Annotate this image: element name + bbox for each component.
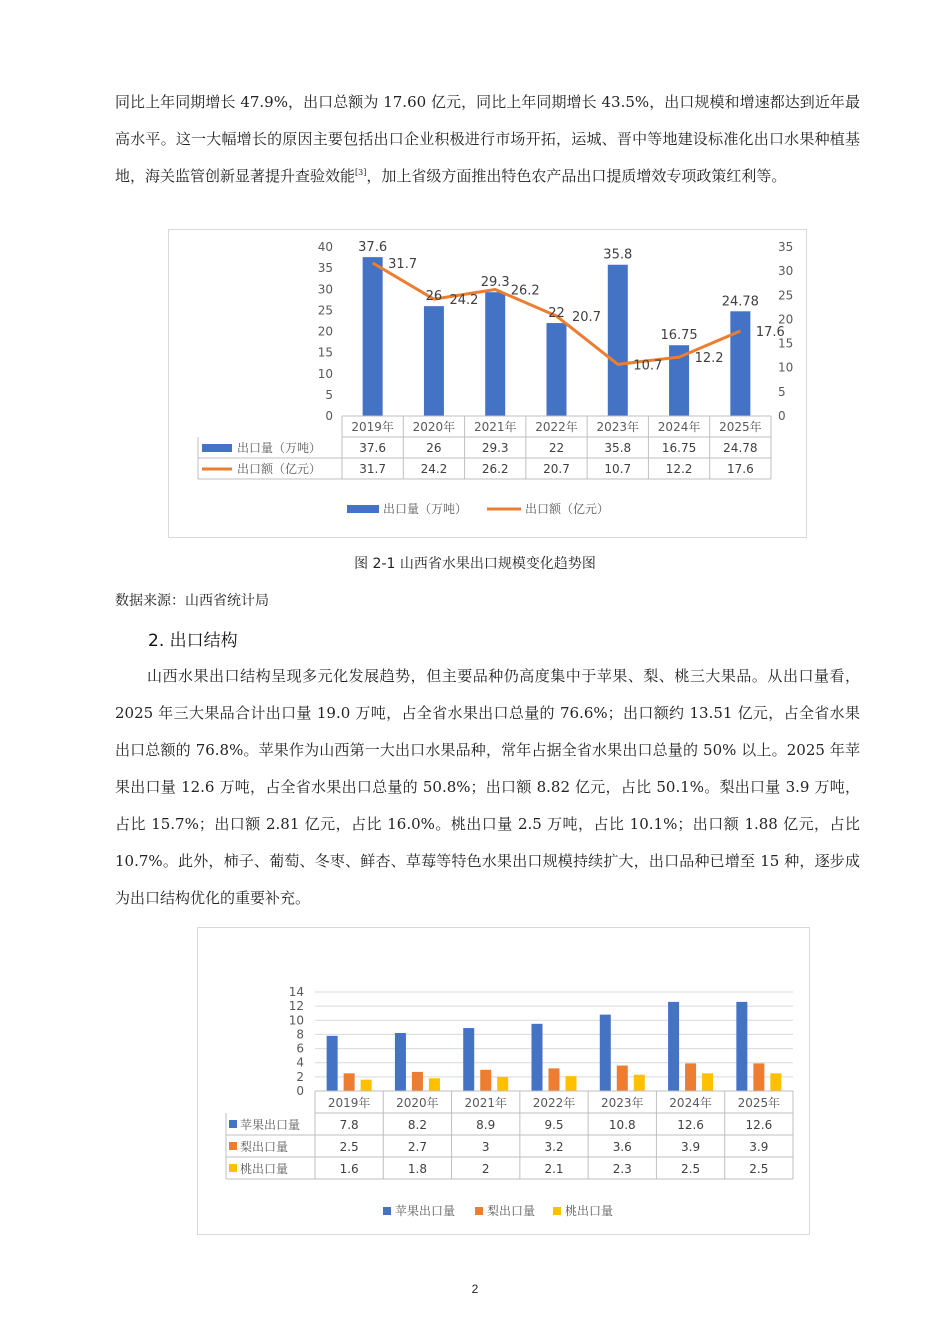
table-cell: 12.2 (665, 462, 693, 476)
right-axis-tick-label: 0 (778, 409, 786, 423)
table-cell: 2.5 (749, 1162, 769, 1176)
table-cell: 12.6 (677, 1118, 704, 1132)
export-volume-bar (485, 292, 505, 416)
table-row-header: 出口量（万吨） (237, 441, 322, 455)
export-scale-chart (168, 229, 807, 538)
y-axis-tick-label: 12 (288, 999, 304, 1014)
table-cell: 2.3 (612, 1162, 632, 1176)
category-label: 2023年 (601, 1096, 644, 1110)
export-volume-data-label: 22 (548, 306, 565, 322)
intro-text-end: ，加上省级方面推出特色农产品出口提质增效专项政策红利等。 (366, 167, 787, 185)
table-cell: 26.2 (481, 462, 509, 476)
legend-key (553, 1207, 561, 1215)
table-cell: 3 (481, 1140, 490, 1154)
category-label: 2020年 (412, 420, 456, 434)
series-bar-1 (617, 1066, 628, 1091)
category-label: 2025年 (719, 420, 762, 434)
series-bar-1 (685, 1063, 696, 1091)
left-axis-tick-label: 5 (325, 387, 333, 402)
series-bar-2 (497, 1077, 508, 1091)
left-axis-tick-label: 10 (317, 366, 333, 381)
table-cell: 26 (426, 441, 442, 455)
table-legend-key (229, 1142, 237, 1150)
export-volume-bar (730, 311, 750, 416)
category-label: 2019年 (327, 1096, 371, 1110)
series-bar-1 (344, 1073, 355, 1091)
table-cell: 10.8 (608, 1118, 636, 1132)
legend-key-volume (347, 505, 379, 513)
series-bar-2 (770, 1073, 781, 1091)
table-cell: 31.7 (359, 462, 387, 476)
table-cell: 24.78 (723, 441, 758, 455)
structure-paragraph: 山西水果出口结构呈现多元化发展趋势，但主要品种仍高度集中于苹果、梨、桃三大果品。从出口量看，2025 年三大果品合计出口量 19.0 万吨，占全省水果出口总量的 76.6%；出口额约 13.51 亿元，占全省水果出口总额的 76.8%。苹果作为山西第一大出口水果品种，常年占据全省水果出口总量的 50% 以上。2025 年苹果出口量 12.6 万吨，占全省水果出口总量的 50.8%；出口额 8.82 亿元，占比 50.1%。梨出口量 3.9 万吨，占比 15.7%；出口额 2.81 亿元，占比 16.0%。桃出口量 2.5 万吨，占比 10.1%；出口额 1.88 亿元，占比 10.7%。此外，柿子、葡萄、冬枣、鲜杏、草莓等特色水果出口规模持续扩大，出口品种已增至 15 种，逐步成为出口结构优化的重要补充。 (115, 667, 860, 907)
table-cell: 2.5 (681, 1162, 701, 1176)
export-volume-bar (547, 323, 567, 416)
category-label: 2019年 (351, 420, 394, 434)
export-value-data-label: 12.2 (694, 351, 724, 367)
intro-text: 同比上年同期增长 47.9%，出口总额为 17.60 亿元，同比上年同期增长 43.5%，出口规模和增速都达到近年最高水平。这一大幅增长的原因主要包括出口企业积极进行市场开拓，运城、晋中等地建设标准化出口水果种植基地，海关监管创新显著提升查验效能 (115, 93, 860, 185)
table-cell: 9.5 (544, 1118, 564, 1132)
table-cell: 8.9 (476, 1118, 496, 1132)
table-cell: 37.6 (359, 441, 387, 455)
page-number: 2 (471, 1282, 479, 1296)
left-axis-tick-label: 20 (317, 324, 333, 339)
right-axis-tick-label: 30 (778, 264, 794, 279)
table-legend-key (229, 1120, 237, 1128)
export-volume-bar (424, 306, 444, 416)
table-cell: 10.7 (604, 462, 632, 476)
table-cell: 35.8 (604, 441, 632, 455)
intro-paragraph (115, 84, 860, 195)
legend-key (383, 1207, 391, 1215)
category-label: 2021年 (464, 1096, 507, 1110)
export-value-data-label: 10.7 (633, 358, 663, 374)
series-bar-1 (412, 1072, 423, 1091)
left-axis-tick-label: 15 (317, 345, 333, 360)
table-cell: 3.2 (544, 1140, 564, 1154)
y-axis-tick-label: 8 (296, 1027, 304, 1042)
table-legend-key (229, 1164, 237, 1172)
export-volume-bar (363, 257, 383, 416)
category-label: 2021年 (473, 420, 517, 434)
table-cell: 29.3 (481, 441, 509, 455)
table-cell: 12.6 (745, 1118, 773, 1132)
series-bar-0 (532, 1024, 543, 1091)
y-axis-tick-label: 14 (288, 985, 304, 999)
series-bar-2 (566, 1076, 577, 1091)
category-label: 2024年 (669, 1096, 712, 1110)
export-structure-chart (197, 927, 810, 1235)
export-structure-chart-svg (198, 928, 809, 1234)
series-bar-2 (702, 1073, 713, 1091)
right-axis-tick-label: 10 (778, 360, 794, 375)
table-cell: 3.9 (681, 1140, 701, 1154)
table-cell: 17.6 (726, 462, 754, 476)
y-axis-tick-label: 0 (296, 1084, 304, 1098)
export-volume-bar (608, 265, 628, 416)
data-source: 数据来源：山西省统计局 (115, 593, 269, 609)
table-cell: 24.2 (420, 462, 448, 476)
citation-ref[interactable]: [3] (355, 168, 367, 177)
table-legend-key-volume (202, 444, 232, 452)
export-volume-data-label: 24.78 (721, 294, 759, 310)
left-axis-tick-label: 35 (317, 261, 333, 276)
export-value-data-label: 26.2 (510, 283, 540, 299)
export-value-data-label: 24.2 (449, 293, 479, 309)
table-cell: 2.5 (339, 1140, 359, 1154)
table-cell: 2 (481, 1162, 490, 1176)
category-label: 2020年 (396, 1096, 439, 1110)
table-cell: 3.6 (612, 1140, 632, 1154)
export-volume-data-label: 26 (425, 289, 443, 305)
export-value-data-label: 20.7 (572, 310, 601, 326)
series-bar-1 (480, 1070, 491, 1091)
table-row-header: 梨出口量 (240, 1140, 289, 1154)
table-cell: 1.8 (407, 1162, 427, 1176)
left-axis-tick-label: 30 (317, 282, 333, 297)
y-axis-tick-label: 2 (296, 1069, 304, 1084)
category-label: 2022年 (535, 420, 578, 434)
export-scale-chart-svg (169, 230, 806, 537)
legend-label: 出口额（亿元） (525, 502, 610, 516)
table-cell: 8.2 (407, 1118, 427, 1132)
right-axis-tick-label: 35 (778, 240, 794, 254)
export-volume-data-label: 37.6 (358, 240, 388, 256)
series-bar-1 (549, 1068, 560, 1091)
series-bar-0 (395, 1033, 406, 1091)
table-row-header: 苹果出口量 (240, 1118, 301, 1132)
y-axis-tick-label: 4 (296, 1055, 304, 1070)
series-bar-2 (429, 1078, 440, 1091)
left-axis-tick-label: 0 (325, 409, 333, 423)
series-bar-0 (463, 1028, 474, 1091)
series-bar-2 (634, 1075, 645, 1091)
export-volume-data-label: 16.75 (660, 328, 698, 344)
export-volume-data-label: 35.8 (603, 247, 633, 263)
series-bar-0 (736, 1002, 747, 1091)
table-cell: 22 (548, 441, 565, 455)
series-bar-0 (327, 1036, 338, 1091)
series-bar-0 (600, 1015, 611, 1091)
table-row-header: 出口额（亿元） (237, 462, 322, 476)
right-axis-tick-label: 15 (778, 336, 794, 351)
right-axis-tick-label: 20 (778, 312, 794, 327)
series-bar-2 (361, 1080, 372, 1091)
category-label: 2024年 (657, 420, 701, 434)
y-axis-tick-label: 6 (296, 1041, 304, 1056)
section-heading: 2. 出口结构 (148, 631, 238, 651)
export-value-data-label: 31.7 (388, 256, 418, 272)
table-cell: 2.7 (407, 1140, 427, 1154)
export-volume-data-label: 29.3 (480, 275, 510, 291)
legend-label: 桃出口量 (565, 1204, 614, 1218)
right-axis-tick-label: 5 (778, 384, 786, 399)
series-bar-0 (668, 1002, 679, 1091)
legend-label: 梨出口量 (487, 1204, 536, 1218)
left-axis-tick-label: 25 (317, 303, 333, 318)
legend-key (475, 1207, 483, 1215)
legend-label: 出口量（万吨） (383, 502, 468, 516)
export-value-data-label: 17.6 (755, 325, 785, 341)
y-axis-tick-label: 10 (288, 1013, 304, 1028)
table-cell: 2.1 (544, 1162, 564, 1176)
table-cell: 7.8 (339, 1118, 359, 1132)
figure-caption: 图 2-1 山西省水果出口规模变化趋势图 (354, 556, 596, 572)
table-cell: 1.6 (339, 1162, 359, 1176)
legend-label: 苹果出口量 (395, 1204, 456, 1218)
series-bar-1 (753, 1063, 764, 1091)
category-label: 2023年 (596, 420, 640, 434)
category-label: 2025年 (737, 1096, 781, 1110)
category-label: 2022年 (532, 1096, 576, 1110)
table-cell: 20.7 (543, 462, 570, 476)
table-cell: 3.9 (749, 1140, 769, 1154)
left-axis-tick-label: 40 (317, 240, 333, 254)
table-row-header: 桃出口量 (240, 1162, 289, 1176)
right-axis-tick-label: 25 (778, 288, 794, 303)
table-cell: 16.75 (661, 441, 697, 455)
